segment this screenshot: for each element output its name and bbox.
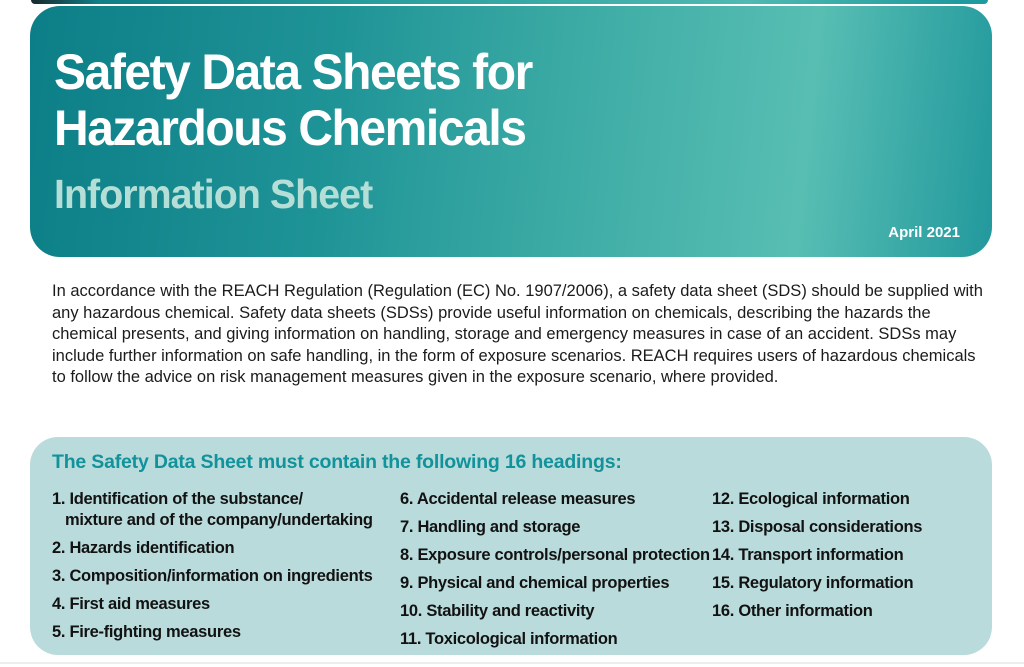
heading-item [400, 545, 712, 566]
heading-item-line: 3. Composition/information on ingredients [52, 567, 373, 585]
page-bottom-rule [0, 662, 1024, 664]
heading-item-continuation: mixture and of the company/undertaking [65, 511, 373, 529]
page-title-line2: Hazardous Chemicals [54, 100, 526, 156]
heading-item [52, 566, 400, 587]
heading-item-line: 2. Hazards identification [52, 539, 235, 557]
headings-box [30, 437, 992, 655]
heading-item-line: 14. Transport information [712, 546, 904, 564]
page-subtitle: Information Sheet [54, 171, 373, 217]
heading-item-line: 12. Ecological information [712, 490, 910, 508]
headings-columns [52, 489, 972, 657]
heading-item [712, 601, 972, 622]
headings-column-2 [400, 489, 712, 657]
heading-item [400, 489, 712, 510]
heading-item-line: 7. Handling and storage [400, 518, 581, 536]
heading-item [712, 545, 972, 566]
heading-item [52, 622, 400, 643]
heading-item-line: 8. Exposure controls/personal protection [400, 546, 710, 564]
heading-item-line: 16. Other information [712, 602, 873, 620]
header-banner [30, 6, 992, 257]
heading-item [400, 629, 712, 650]
heading-item [712, 573, 972, 594]
heading-item [400, 601, 712, 622]
publication-date: April 2021 [888, 224, 960, 241]
heading-item [52, 594, 400, 615]
heading-item-line: 10. Stability and reactivity [400, 602, 595, 620]
header-banner-content [30, 6, 992, 257]
heading-item-line: 6. Accidental release measures [400, 490, 636, 508]
heading-item-line: 1. Identification of the substance/ [52, 490, 303, 508]
page-edge-strip [31, 0, 988, 4]
headings-column-3 [712, 489, 972, 657]
heading-item-line: 13. Disposal considerations [712, 518, 923, 536]
heading-item-line: 11. Toxicological information [400, 630, 618, 648]
headings-column-1 [52, 489, 400, 657]
heading-item [712, 517, 972, 538]
heading-item [712, 489, 972, 510]
page-title-line1: Safety Data Sheets for [54, 44, 532, 100]
heading-item-line: 15. Regulatory information [712, 574, 914, 592]
heading-item-line: 9. Physical and chemical properties [400, 574, 670, 592]
intro-paragraph: In accordance with the REACH Regulation (Regulation (EC) No. 1907/2006), a safety data sheet (SDS) should be supplied with any hazardous chemical. Safety data sheets (SDSs) provide useful information on chemicals, describing the hazards the chemical presents, and giving information on handling, storage and emergency measures in case of an accident. SDSs may include further information on safe handling, in the form of exposure scenarios. REACH requires users of hazardous chemicals to follow the advice on risk management measures given in the exposure scenario, where provided. [52, 282, 983, 386]
heading-item-line: 5. Fire-fighting measures [52, 623, 241, 641]
page-title [54, 44, 924, 156]
headings-box-title: The Safety Data Sheet must contain the following 16 headings: [52, 451, 622, 473]
heading-item-line: 4. First aid measures [52, 595, 210, 613]
heading-item [400, 573, 712, 594]
heading-item [52, 489, 400, 531]
heading-item [400, 517, 712, 538]
heading-item [52, 538, 400, 559]
